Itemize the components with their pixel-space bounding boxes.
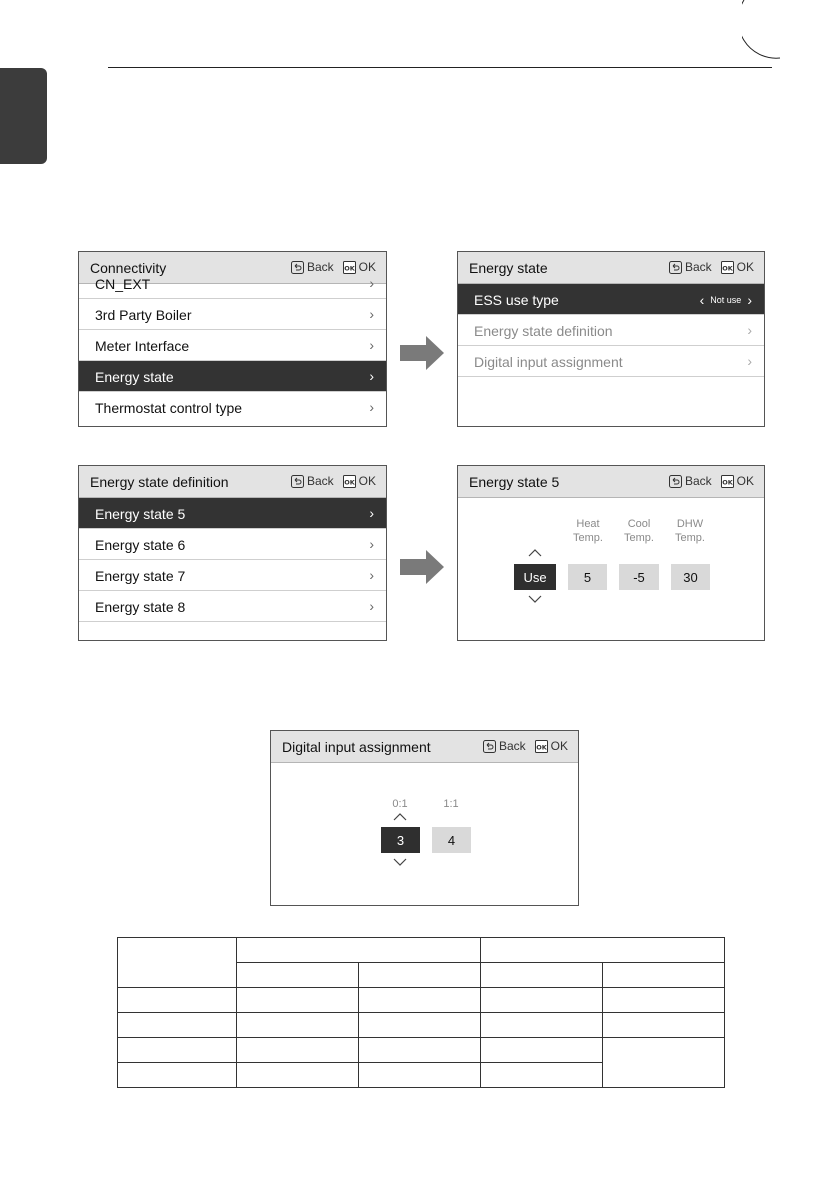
digital-input-assignment-panel: [270, 730, 579, 906]
menu-item-label: CN_EXT: [95, 276, 151, 292]
menu-item-label: Energy state 6: [95, 537, 186, 553]
menu-item-label: Thermostat control type: [95, 400, 243, 416]
panel-header: [458, 466, 764, 498]
energy-state-5-panel: [457, 465, 765, 641]
ok-key-icon[interactable]: [535, 740, 548, 753]
table-cell: [359, 1038, 481, 1063]
table-cell: [118, 1013, 237, 1038]
menu-item-thermostat-control-type[interactable]: [79, 392, 386, 423]
back-label[interactable]: Back: [498, 739, 526, 753]
table-cell: [359, 1013, 481, 1038]
energy-state-definition-panel: [78, 465, 387, 641]
input-0-1-value[interactable]: 3: [381, 827, 420, 853]
heading-line: Temp.: [573, 532, 603, 544]
ok-label[interactable]: OK: [736, 260, 754, 274]
chevron-right-icon: ›: [747, 353, 752, 369]
assignment-table: [117, 937, 725, 1088]
back-label[interactable]: Back: [684, 474, 712, 488]
table-cell: [237, 938, 481, 963]
ok-label[interactable]: OK: [358, 474, 376, 488]
menu-item-cn-ext[interactable]: [79, 275, 386, 299]
menu-item-label: ESS use type: [474, 292, 559, 308]
use-selector[interactable]: Use: [514, 564, 556, 590]
table-cell: [481, 963, 603, 988]
table-cell: [237, 988, 359, 1013]
side-tab: [0, 68, 47, 164]
table-cell: [603, 1038, 725, 1088]
ok-key-icon[interactable]: [343, 475, 356, 488]
table-cell: [481, 1063, 603, 1088]
input-1-1-value[interactable]: 4: [432, 827, 471, 853]
back-arrow-icon[interactable]: [483, 740, 496, 753]
menu-item-label: Digital input assignment: [474, 354, 623, 370]
menu-item-label: Meter Interface: [95, 338, 190, 354]
back-arrow-icon[interactable]: [669, 475, 682, 488]
back-label[interactable]: Back: [306, 474, 334, 488]
menu-item-label: Energy state 5: [95, 506, 186, 522]
table-cell: [603, 1013, 725, 1038]
table-cell: [237, 963, 359, 988]
header-actions: [669, 260, 754, 274]
heading-line: Temp.: [624, 532, 654, 544]
heading-line: Temp.: [675, 532, 705, 544]
chevron-right-icon: ›: [369, 306, 374, 322]
ok-key-icon[interactable]: [343, 261, 356, 274]
chevron-right-icon: ›: [369, 567, 374, 583]
menu-item-label: Energy state definition: [474, 323, 613, 339]
dhw-temp-heading: [665, 517, 715, 545]
table-cell: [481, 1013, 603, 1038]
table-cell: [359, 1063, 481, 1088]
chevron-left-icon[interactable]: ‹: [699, 292, 705, 308]
dhw-temp-value[interactable]: 30: [671, 564, 710, 590]
flow-arrow-icon: [400, 550, 444, 584]
menu-item-energy-state-definition[interactable]: [458, 315, 764, 346]
header-actions: [291, 474, 376, 488]
chevron-right-icon: ›: [369, 368, 374, 384]
table-cell: [237, 1013, 359, 1038]
back-label[interactable]: Back: [684, 260, 712, 274]
back-arrow-icon[interactable]: [291, 475, 304, 488]
chevron-up-icon[interactable]: [528, 549, 542, 557]
header-rule: [108, 67, 772, 68]
table-cell: [481, 988, 603, 1013]
connectivity-panel: [78, 251, 387, 427]
heat-temp-value[interactable]: 5: [568, 564, 607, 590]
table-cell: [118, 938, 237, 988]
menu-item-digital-input-assignment[interactable]: [458, 346, 764, 377]
menu-item-energy-state-5[interactable]: [79, 498, 386, 529]
table-cell: [118, 1038, 237, 1063]
svg-text:OK: OK: [343, 477, 355, 486]
panel-title: Energy state 5: [469, 474, 560, 490]
panel-title: Digital input assignment: [282, 739, 431, 755]
chevron-right-icon: ›: [747, 322, 752, 338]
menu-item-label: 3rd Party Boiler: [95, 307, 192, 323]
ok-label[interactable]: OK: [550, 739, 568, 753]
chevron-right-icon: ›: [369, 598, 374, 614]
header-actions: [669, 474, 754, 488]
input-0-1-heading: 0:1: [392, 798, 408, 810]
chevron-right-icon[interactable]: ›: [747, 292, 752, 308]
chevron-up-icon[interactable]: [393, 813, 407, 821]
table-cell: [603, 963, 725, 988]
header-actions: [483, 739, 568, 753]
back-label[interactable]: Back: [306, 260, 334, 274]
table-cell: [481, 1038, 603, 1063]
ok-key-icon[interactable]: [721, 475, 734, 488]
menu-item-label: Energy state 7: [95, 568, 186, 584]
panel-header: [79, 466, 386, 498]
ess-use-type-value: Not use: [710, 295, 742, 305]
heading-line: DHW: [676, 518, 704, 530]
table-cell: [118, 1063, 237, 1088]
panel-title: Energy state definition: [90, 474, 229, 490]
menu-item-label: Energy state 8: [95, 599, 186, 615]
svg-text:OK: OK: [343, 263, 355, 272]
menu-item-label: Energy state: [95, 369, 174, 385]
back-arrow-icon[interactable]: [291, 261, 304, 274]
menu-item-3rd-party-boiler[interactable]: [79, 299, 386, 330]
chevron-right-icon: ›: [369, 536, 374, 552]
menu-item-energy-state-6[interactable]: [79, 529, 386, 560]
svg-text:OK: OK: [535, 742, 547, 751]
table-cell: [359, 988, 481, 1013]
table-cell: [237, 1063, 359, 1088]
menu-item-meter-interface[interactable]: [79, 330, 386, 361]
energy-state-panel: [457, 251, 765, 427]
cool-temp-value[interactable]: -5: [619, 564, 659, 590]
chevron-right-icon: ›: [369, 399, 374, 415]
table-cell: [603, 988, 725, 1013]
crop-mark: [742, 0, 782, 60]
value-selector[interactable]: [700, 292, 752, 308]
svg-text:OK: OK: [721, 477, 733, 486]
table-cell: [118, 988, 237, 1013]
header-actions: [291, 260, 376, 274]
heading-line: Heat: [576, 518, 600, 530]
table-cell: [481, 938, 725, 963]
ok-key-icon[interactable]: [721, 261, 734, 274]
input-1-1-heading: 1:1: [443, 798, 459, 810]
heading-line: Cool: [627, 518, 651, 530]
table-cell: [359, 963, 481, 988]
menu-item-energy-state-7[interactable]: [79, 560, 386, 591]
chevron-right-icon: ›: [369, 275, 374, 291]
flow-arrow-icon: [400, 336, 444, 370]
cool-temp-heading: [614, 517, 664, 545]
panel-header: [271, 731, 578, 763]
table-cell: [237, 1038, 359, 1063]
ok-label[interactable]: OK: [736, 474, 754, 488]
menu-item-energy-state-8[interactable]: [79, 591, 386, 622]
panel-header: [458, 252, 764, 284]
ok-label[interactable]: OK: [358, 260, 376, 274]
chevron-right-icon: ›: [369, 337, 374, 353]
menu-item-energy-state[interactable]: [79, 361, 386, 392]
chevron-down-icon[interactable]: [393, 858, 407, 866]
heat-temp-heading: [563, 517, 613, 545]
panel-title: Connectivity: [90, 260, 167, 276]
chevron-right-icon: ›: [369, 505, 374, 521]
panel-title: Energy state: [469, 260, 548, 276]
svg-text:OK: OK: [721, 263, 733, 272]
menu-item-ess-use-type[interactable]: [458, 284, 764, 315]
back-arrow-icon[interactable]: [669, 261, 682, 274]
chevron-down-icon[interactable]: [528, 595, 542, 603]
